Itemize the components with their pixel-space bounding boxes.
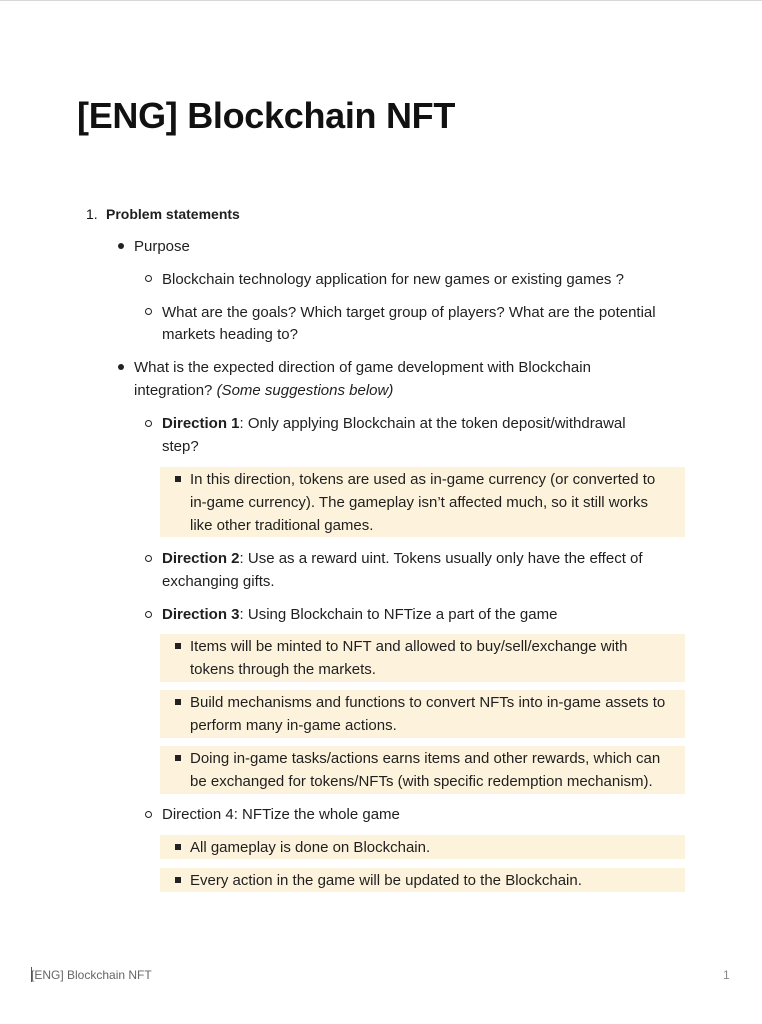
direction-question-line2: integration? (Some suggestions below) — [134, 382, 394, 399]
purpose-item-2-line1: What are the goals? Which target group of players? What are the potential — [162, 304, 656, 321]
direction1-detail-line1: In this direction, tokens are used as in-game currency (or converted to — [190, 471, 656, 488]
bullet-circle — [145, 308, 152, 315]
bullet-disc — [118, 243, 124, 249]
purpose-item-1: Blockchain technology application for new games or existing games ? — [162, 271, 624, 288]
purpose-item-2-line2: markets heading to? — [162, 326, 298, 343]
direction2-line2: exchanging gifts. — [162, 573, 275, 590]
document-title: [ENG] Blockchain NFT — [77, 95, 456, 136]
page-number: 1 — [723, 968, 730, 982]
purpose-label: Purpose — [134, 238, 190, 255]
direction3-detail2-line2: perform many in-game actions. — [190, 717, 397, 734]
direction2-line1: Direction 2: Use as a reward uint. Tokens usually only have the effect of — [162, 550, 643, 567]
direction-question-line1: What is the expected direction of game development with Blockchain — [134, 359, 591, 376]
bullet-square — [175, 476, 181, 482]
bullet-circle — [145, 611, 152, 618]
bullet-disc — [118, 364, 124, 370]
bullet-square — [175, 643, 181, 649]
direction1-detail-line2: in-game currency). The gameplay isn’t affected much, so it still works — [190, 494, 648, 511]
direction3-detail3-line2: be exchanged for tokens/NFTs (with specific redemption mechanism). — [190, 773, 653, 790]
direction1-line1: Direction 1: Only applying Blockchain at the token deposit/withdrawal — [162, 415, 626, 432]
direction4-detail1: All gameplay is done on Blockchain. — [190, 839, 431, 856]
bullet-circle — [145, 555, 152, 562]
direction3-detail3-line1: Doing in-game tasks/actions earns items and other rewards, which can — [190, 750, 661, 767]
bullet-square — [175, 755, 181, 761]
direction4-detail2: Every action in the game will be updated to the Blockchain. — [190, 872, 582, 889]
direction1-line2: step? — [162, 438, 199, 455]
direction1-detail-line3: like other traditional games. — [190, 517, 374, 534]
direction4-label: Direction 4: NFTize the whole game — [162, 806, 400, 823]
bullet-circle — [145, 420, 152, 427]
bullet-square — [175, 877, 181, 883]
bullet-circle — [145, 275, 152, 282]
section-number: 1. — [86, 206, 98, 222]
suggestions-note: (Some suggestions below) — [216, 382, 394, 399]
bullet-square — [175, 699, 181, 705]
footer-doc-name: [ENG] Blockchain NFT — [31, 968, 152, 982]
direction3-detail1-line2: tokens through the markets. — [190, 661, 376, 678]
section-heading: Problem statements — [106, 206, 240, 222]
bullet-square — [175, 844, 181, 850]
bullet-circle — [145, 811, 152, 818]
direction3-detail2-line1: Build mechanisms and functions to convert NFTs into in-game assets to — [190, 694, 666, 711]
direction3-detail1-line1: Items will be minted to NFT and allowed to buy/sell/exchange with — [190, 638, 628, 655]
page-top-border — [0, 0, 762, 1]
direction3-line1: Direction 3: Using Blockchain to NFTize a part of the game — [162, 606, 558, 623]
